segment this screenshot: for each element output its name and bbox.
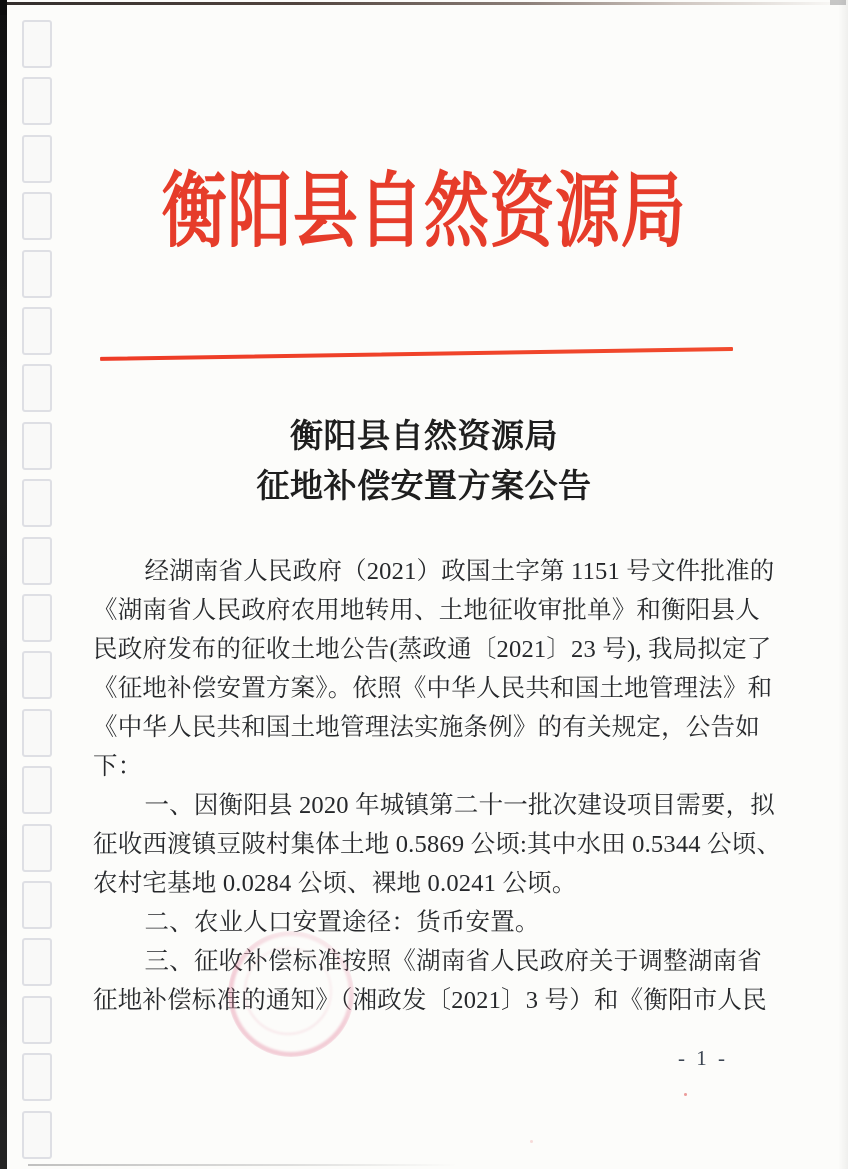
binding-hole	[22, 996, 52, 1044]
body-line: 一、因衡阳县 2020 年城镇第二十一批次建设项目需要，拟	[144, 792, 775, 819]
document-title-line1: 衡阳县自然资源局	[290, 419, 558, 455]
binding-holes-strip	[0, 0, 60, 1169]
binding-hole	[22, 307, 52, 355]
letterhead-divider-rule	[100, 347, 733, 361]
scan-edge-top	[0, 2, 848, 5]
scan-speck	[530, 1140, 533, 1143]
body-line: 农村宅基地 0.0284 公顷、裸地 0.0241 公顷。	[93, 870, 577, 897]
page-number: - 1 -	[678, 1046, 728, 1070]
binding-hole	[22, 938, 52, 986]
binding-hole	[22, 20, 52, 68]
binding-hole	[22, 250, 52, 298]
body-line: 《湖南省人民政府农用地转用、土地征收审批单》和衡阳县人	[93, 597, 760, 624]
binding-hole	[22, 364, 52, 412]
official-seal-stamp	[228, 931, 354, 1057]
official-seal-inner-ring	[244, 947, 332, 1035]
letterhead-agency-title: 衡阳县自然资源局	[161, 166, 687, 257]
body-line: 下：	[93, 753, 143, 780]
binding-hole	[22, 537, 52, 585]
binding-hole	[22, 709, 52, 757]
binding-hole	[22, 1053, 52, 1101]
binding-hole	[22, 135, 52, 183]
body-line: 《中华人民共和国土地管理法实施条例》的有关规定，公告如	[93, 714, 760, 741]
body-text	[93, 552, 782, 1020]
body-line: 征收西渡镇豆陂村集体土地 0.5869 公顷:其中水田 0.5344 公顷、	[93, 831, 782, 858]
body-line: 《征地补偿安置方案》。依照《中华人民共和国土地管理法》和	[93, 675, 773, 702]
scan-edge-right	[838, 0, 848, 1169]
document-title	[0, 412, 848, 512]
binding-hole	[22, 881, 52, 929]
binding-hole	[22, 77, 52, 125]
body-line: 三、征收补偿标准按照《湖南省人民政府关于调整湖南省	[144, 948, 762, 975]
binding-hole	[22, 1111, 52, 1159]
document-title-line2: 征地补偿安置方案公告	[256, 469, 592, 505]
body-line: 二、农业人口安置途径：货币安置。	[144, 909, 540, 936]
body-line: 民政府发布的征收土地公告(蒸政通〔2021〕23 号), 我局拟定了	[93, 636, 772, 663]
binding-hole	[22, 824, 52, 872]
binding-hole	[22, 651, 52, 699]
binding-hole	[22, 192, 52, 240]
binding-hole	[22, 594, 52, 642]
binding-hole	[22, 766, 52, 814]
body-line: 征地补偿标准的通知》（湘政发〔2021〕3 号）和《衡阳市人民	[93, 987, 767, 1014]
scan-speck	[684, 1093, 687, 1096]
body-line: 经湖南省人民政府（2021）政国土字第 1151 号文件批准的	[144, 558, 775, 585]
scan-edge-bottom	[28, 1164, 458, 1166]
